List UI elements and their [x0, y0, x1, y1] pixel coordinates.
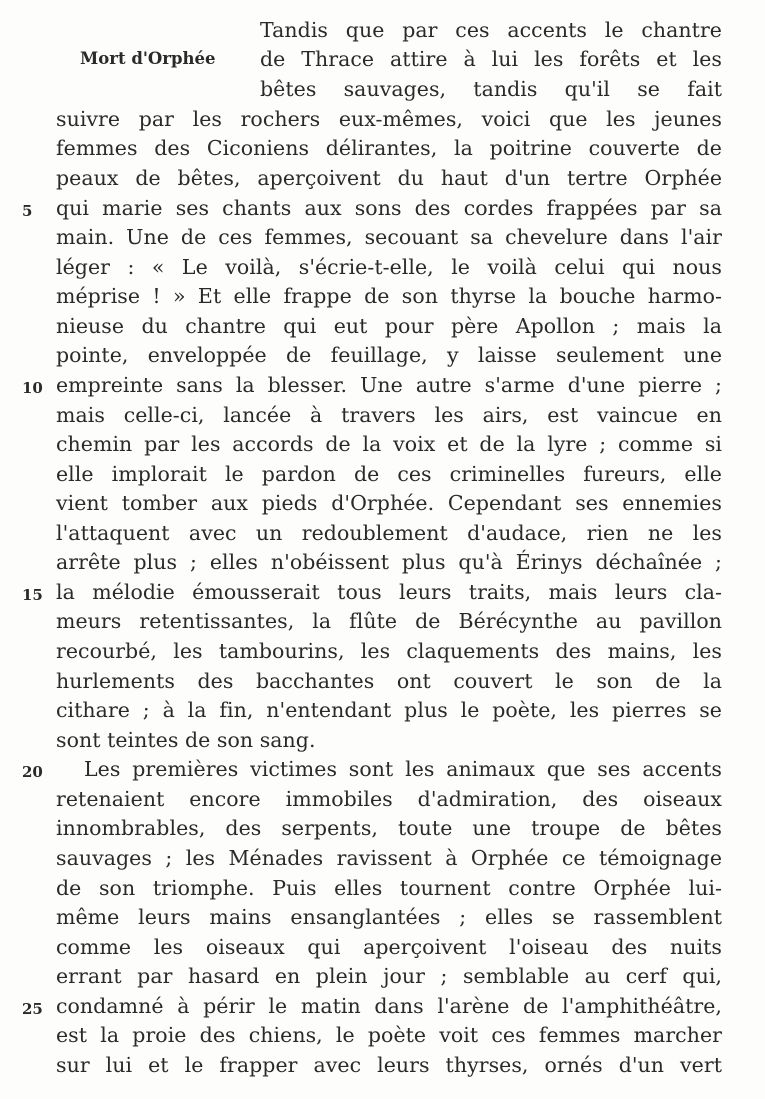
text-line: comme les oiseaux qui aperçoivent l'oiseau des nuits	[56, 935, 722, 959]
text-line: vient tomber aux pieds d'Orphée. Cependant ses ennemies	[56, 491, 722, 515]
line-number: 25	[22, 1000, 43, 1018]
text-line: méprise ! » Et elle frappe de son thyrse la bouche harmo-	[56, 284, 722, 308]
text-line: bêtes sauvages, tandis qu'il se fait	[260, 77, 722, 101]
text-line: mais celle-ci, lancée à travers les airs, est vaincue en	[56, 403, 722, 427]
text-line: innombrables, des serpents, toute une troupe de bêtes	[56, 816, 722, 840]
text-line: arrête plus ; elles n'obéissent plus qu'à Érinys déchaînée ;	[56, 550, 722, 574]
text-line: qui marie ses chants aux sons des cordes frappées par sa	[56, 196, 722, 220]
text-line: meurs retentissantes, la flûte de Bérécynthe au pavillon	[56, 609, 722, 633]
text-line: nieuse du chantre qui eut pour père Apollon ; mais la	[56, 314, 722, 338]
text-line: sauvages ; les Ménades ravissent à Orphée ce témoignage	[56, 846, 722, 870]
line-number: 10	[22, 379, 43, 397]
text-line: main. Une de ces femmes, secouant sa chevelure dans l'air	[56, 225, 722, 249]
text-line: sont teintes de son sang.	[56, 728, 316, 752]
text-line: suivre par les rochers eux-mêmes, voici que les jeunes	[56, 107, 722, 131]
text-line: même leurs mains ensanglantées ; elles se rassemblent	[56, 905, 722, 929]
text-line: pointe, enveloppée de feuillage, y laisse seulement une	[56, 343, 722, 367]
text-line: léger : « Le voilà, s'écrie-t-elle, le voilà celui qui nous	[56, 255, 722, 279]
text-line: est la proie des chiens, le poète voit ces femmes marcher	[56, 1023, 722, 1047]
text-line: retenaient encore immobiles d'admiration, des oiseaux	[56, 787, 722, 811]
text-line: errant par hasard en plein jour ; semblable au cerf qui,	[56, 964, 722, 988]
line-number: 5	[22, 202, 33, 220]
text-line: Les premières victimes sont les animaux que ses accents	[84, 757, 722, 781]
line-number: 20	[22, 763, 43, 781]
text-line: l'attaquent avec un redoublement d'audace, rien ne les	[56, 521, 722, 545]
text-line: hurlements des bacchantes ont couvert le son de la	[56, 669, 722, 693]
text-line: cithare ; à la fin, n'entendant plus le poète, les pierres se	[56, 698, 722, 722]
margin-note: Mort d'Orphée	[80, 49, 216, 68]
text-line: femmes des Ciconiens délirantes, la poitrine couverte de	[56, 136, 722, 160]
text-line: elle implorait le pardon de ces criminelles fureurs, elle	[56, 462, 722, 486]
text-line: peaux de bêtes, aperçoivent du haut d'un tertre Orphée	[56, 166, 722, 190]
line-number: 15	[22, 586, 43, 604]
text-line: Tandis que par ces accents le chantre	[260, 18, 722, 42]
text-line: empreinte sans la blesser. Une autre s'arme d'une pierre ;	[56, 373, 722, 397]
text-line: de Thrace attire à lui les forêts et les	[260, 47, 722, 71]
text-line: sur lui et le frapper avec leurs thyrses, ornés d'un vert	[56, 1053, 722, 1077]
text-line: de son triomphe. Puis elles tournent contre Orphée lui-	[56, 876, 722, 900]
text-line: chemin par les accords de la voix et de la lyre ; comme si	[56, 432, 722, 456]
text-line: condamné à périr le matin dans l'arène de l'amphithéâtre,	[56, 994, 722, 1018]
text-line: la mélodie émousserait tous leurs traits, mais leurs cla-	[56, 580, 722, 604]
text-line: recourbé, les tambourins, les claquements des mains, les	[56, 639, 722, 663]
